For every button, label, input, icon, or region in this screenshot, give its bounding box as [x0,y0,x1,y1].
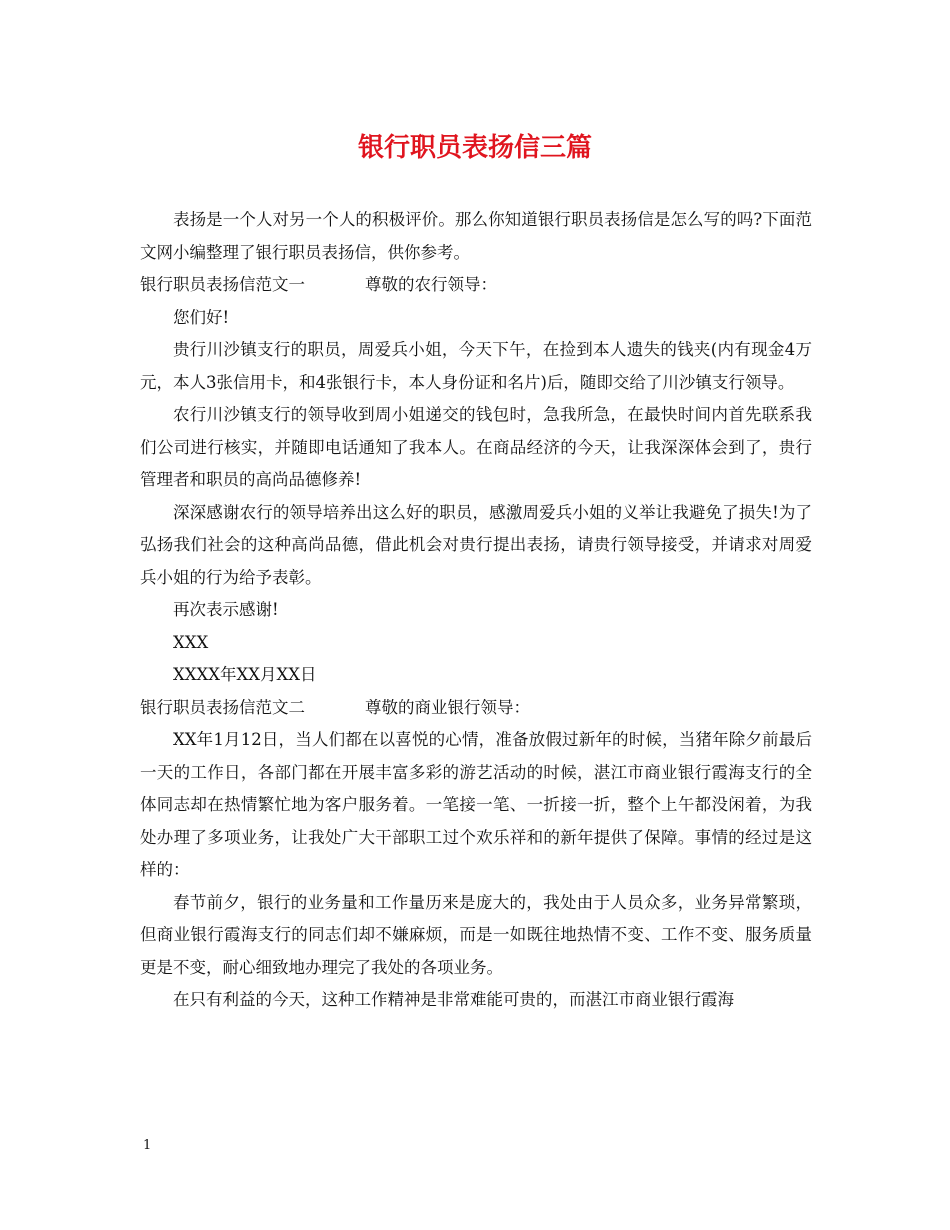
salutation: 尊敬的农行领导： [365,275,497,294]
section-heading-line [140,269,812,302]
body-paragraph: 再次表示感谢! [173,600,279,619]
body-paragraph: 深深感谢农行的领导培养出这么好的职员，感激周爱兵小姐的义举让我避免了损失!为了弘扬我们社会的这种高尚品德，借此机会对贵行提出表扬，请贵行领导接受，并请求对周爱兵小姐的行为给予表彰。 [140,502,812,587]
document-title: 银行职员表扬信三篇 [357,133,592,163]
document-body [140,204,812,1017]
body-paragraph: XX年1月12日，当人们都在以喜悦的心情，准备放假过新年的时候，当猪年除夕前最后一天的工作日，各部门都在开展丰富多彩的游艺活动的时候，湛江市商业银行霞海支行的全体同志却在热情繁忙地为客户服务着。一笔接一笔、一折接一折，整个上午都没闲着，为我处办理了多项业务，让我处广大干部职工过个欢乐祥和的新年提供了保障。事情的经过是这样的： [140,730,812,879]
body-paragraph: 您们好! [173,307,230,327]
body-paragraph: 贵行川沙镇支行的职员，周爱兵小姐，今天下午，在捡到本人遗失的钱夹(内有现金4万元，本人3张信用卡，和4张银行卡，本人身份证和名片)后，随即交给了川沙镇支行领导。 [140,340,812,392]
page-number: 1 [143,1138,152,1153]
signature-name: XXX [173,632,209,652]
signature-date: XXXX年XX月XX日 [173,665,317,684]
body-paragraph: 春节前夕，银行的业务量和工作量历来是庞大的，我处由于人员众多，业务异常繁琐，但商业银行霞海支行的同志们却不嫌麻烦，而是一如既往地热情不变、工作不变、服务质量更是不变，耐心细致地办理完了我处的各项业务。 [140,892,812,977]
body-paragraph: 表扬是一个人对另一个人的积极评价。那么你知道银行职员表扬信是怎么写的吗?下面范文网小编整理了银行职员表扬信，供你参考。 [140,210,812,262]
body-paragraph: 在只有利益的今天，这种工作精神是非常难能可贵的，而湛江市商业银行霞海 [173,990,734,1009]
section-heading: 银行职员表扬信范文二 [140,697,305,717]
salutation: 尊敬的商业银行领导： [365,697,530,717]
section-heading: 银行职员表扬信范文一 [140,275,305,294]
section-heading-line [140,692,812,725]
body-paragraph: 农行川沙镇支行的领导收到周小姐递交的钱包时，急我所急，在最快时间内首先联系我们公司进行核实，并随即电话通知了我本人。在商品经济的今天，让我深深体会到了，贵行管理者和职员的高尚品德修养! [140,405,812,489]
